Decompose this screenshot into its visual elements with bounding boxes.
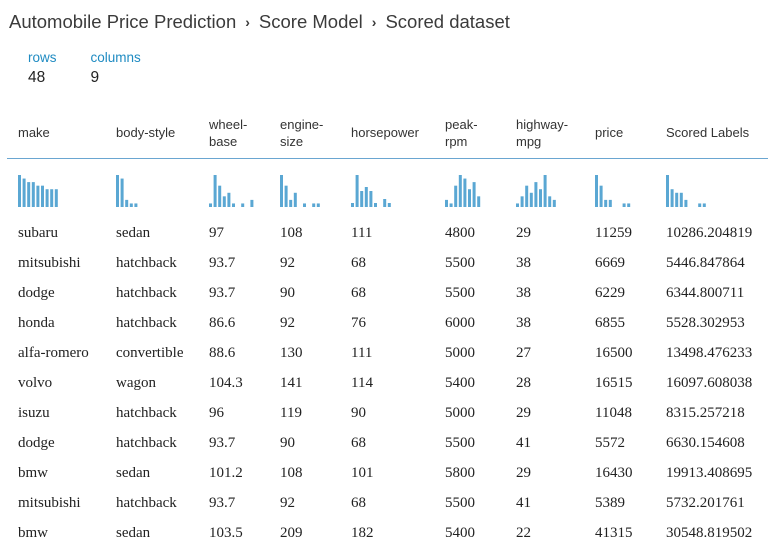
cell-body-style: sedan — [116, 465, 151, 481]
cell-engine-size: 130 — [280, 345, 303, 361]
cell-scored-labels: 5732.201761 — [666, 495, 745, 511]
cell-wheel-base: 93.7 — [209, 495, 236, 511]
histogram-bar — [534, 182, 537, 207]
table-row[interactable] — [7, 399, 768, 429]
cell-make: volvo — [18, 375, 53, 391]
histogram-peak-rpm[interactable] — [445, 175, 482, 207]
histogram-bar — [36, 186, 39, 207]
histogram-bar — [227, 193, 230, 207]
columns-value: 9 — [90, 69, 100, 86]
cell-wheel-base: 103.5 — [209, 525, 243, 541]
histogram-body-style[interactable] — [116, 175, 139, 207]
cell-wheel-base: 93.7 — [209, 435, 236, 451]
histogram-bar — [623, 203, 626, 207]
cell-highway-mpg: 27 — [516, 345, 531, 361]
table-row[interactable] — [7, 339, 768, 369]
cell-body-style: convertible — [116, 345, 184, 361]
cell-horsepower: 68 — [351, 435, 366, 451]
histogram-bar — [553, 200, 556, 207]
cell-body-style: sedan — [116, 225, 151, 241]
cell-wheel-base: 88.6 — [209, 345, 236, 361]
cell-engine-size: 141 — [280, 375, 303, 391]
cell-scored-labels: 8315.257218 — [666, 405, 745, 421]
histogram-bar — [539, 189, 542, 207]
cell-horsepower: 68 — [351, 285, 366, 301]
histogram-bar — [280, 175, 283, 207]
histogram-bar — [41, 186, 44, 207]
histogram-bar — [121, 179, 124, 207]
column-header-make[interactable]: make — [18, 125, 50, 140]
cell-scored-labels: 19913.408695 — [666, 465, 753, 481]
histogram-make[interactable] — [18, 175, 59, 207]
cell-wheel-base: 97 — [209, 225, 224, 241]
table-row[interactable] — [7, 489, 768, 519]
cell-horsepower: 182 — [351, 525, 374, 541]
cell-peak-rpm: 5500 — [445, 435, 475, 451]
table-row[interactable] — [7, 429, 768, 459]
cell-make: mitsubishi — [18, 495, 81, 511]
histogram-bar — [50, 189, 53, 207]
scored-dataset-table — [7, 108, 768, 549]
histogram-bar — [666, 175, 669, 207]
histogram-bar — [450, 203, 453, 207]
breadcrumb-current: Scored dataset — [385, 11, 510, 32]
histogram-bar — [223, 196, 226, 207]
cell-wheel-base: 104.3 — [209, 375, 243, 391]
histogram-bar — [680, 193, 683, 207]
cell-price: 41315 — [595, 525, 633, 541]
cell-make: honda — [18, 315, 55, 331]
histogram-bar — [32, 182, 35, 207]
cell-peak-rpm: 5500 — [445, 285, 475, 301]
cell-scored-labels: 30548.819502 — [666, 525, 753, 541]
histogram-bar — [116, 175, 119, 207]
histogram-bar — [600, 186, 603, 207]
cell-body-style: hatchback — [116, 495, 177, 511]
histogram-bar — [445, 200, 448, 207]
cell-peak-rpm: 5400 — [445, 375, 475, 391]
histogram-bar — [675, 193, 678, 207]
cell-scored-labels: 6630.154608 — [666, 435, 745, 451]
histogram-bar — [525, 186, 528, 207]
cell-horsepower: 101 — [351, 465, 374, 481]
cell-body-style: wagon — [116, 375, 156, 391]
column-header-scored-labels[interactable]: Scored Labels — [666, 125, 750, 140]
breadcrumb — [9, 8, 510, 36]
table-row[interactable] — [7, 219, 768, 249]
cell-engine-size: 108 — [280, 225, 303, 241]
cell-engine-size: 92 — [280, 255, 295, 271]
histogram-bar — [454, 186, 457, 207]
cell-scored-labels: 5528.302953 — [666, 315, 745, 331]
cell-engine-size: 119 — [280, 405, 302, 421]
histogram-bar — [521, 196, 524, 207]
rows-label: rows — [28, 50, 57, 65]
table-header — [7, 108, 768, 159]
cell-peak-rpm: 5400 — [445, 525, 475, 541]
column-header-price[interactable]: price — [595, 125, 624, 140]
histogram-bar — [241, 203, 244, 207]
cell-engine-size: 90 — [280, 285, 295, 301]
breadcrumb-module[interactable]: Score Model — [258, 11, 363, 32]
histogram-bar — [544, 175, 547, 207]
histogram-bar — [516, 203, 519, 207]
cell-body-style: hatchback — [116, 255, 177, 271]
chevron-right-icon: › — [371, 14, 377, 30]
dataset-stats — [28, 50, 175, 87]
histogram-horsepower[interactable] — [351, 175, 392, 207]
histogram-bar — [312, 203, 315, 207]
cell-wheel-base: 93.7 — [209, 255, 236, 271]
cell-wheel-base: 93.7 — [209, 285, 236, 301]
cell-scored-labels: 16097.608038 — [666, 375, 753, 391]
cell-highway-mpg: 38 — [516, 255, 531, 271]
chevron-right-icon: › — [245, 14, 250, 30]
cell-price: 16430 — [595, 465, 633, 481]
table-row[interactable] — [7, 249, 768, 279]
histogram-bar — [383, 199, 386, 207]
cell-horsepower: 76 — [351, 315, 366, 331]
histogram-bar — [468, 189, 471, 207]
cell-peak-rpm: 6000 — [445, 315, 475, 331]
histogram-bar — [130, 203, 133, 207]
histogram-bar — [285, 186, 288, 207]
histogram-bar — [548, 196, 551, 207]
cell-highway-mpg: 38 — [516, 285, 531, 301]
histogram-engine-size[interactable] — [280, 175, 321, 207]
cell-scored-labels: 5446.847864 — [666, 255, 745, 271]
cell-highway-mpg: 41 — [516, 435, 531, 451]
columns-stat — [91, 50, 141, 87]
histogram-bar — [27, 182, 30, 207]
cell-highway-mpg: 29 — [516, 465, 531, 481]
table-row[interactable] — [7, 309, 768, 339]
histogram-price[interactable] — [595, 175, 632, 207]
column-header-wheel-base[interactable]: wheel- base — [209, 117, 248, 149]
column-header-highway-mpg[interactable]: highway- mpg — [516, 117, 569, 149]
cell-horsepower: 68 — [351, 495, 366, 511]
histogram-bar — [360, 191, 363, 207]
histogram-bar — [209, 203, 212, 207]
cell-body-style: sedan — [116, 525, 151, 541]
histogram-bar — [369, 191, 372, 207]
histogram-bar — [289, 200, 292, 207]
cell-price: 6669 — [595, 255, 625, 271]
cell-make: bmw — [18, 525, 48, 541]
histogram-bar — [477, 196, 480, 207]
cell-peak-rpm: 5800 — [445, 465, 475, 481]
table-row[interactable] — [7, 459, 768, 489]
table-body — [7, 219, 768, 549]
cell-body-style: hatchback — [116, 435, 177, 451]
histogram-bar — [609, 200, 612, 207]
cell-peak-rpm: 5000 — [445, 405, 475, 421]
cell-price: 11048 — [595, 405, 632, 421]
cell-price: 5572 — [595, 435, 625, 451]
cell-body-style: hatchback — [116, 315, 177, 331]
cell-wheel-base: 101.2 — [209, 465, 243, 481]
cell-engine-size: 108 — [280, 465, 303, 481]
cell-make: mitsubishi — [18, 255, 81, 271]
histogram-bar — [294, 193, 297, 207]
cell-price: 6229 — [595, 285, 625, 301]
cell-highway-mpg: 28 — [516, 375, 531, 391]
cell-make: dodge — [18, 285, 55, 301]
histogram-bar — [356, 175, 359, 207]
cell-horsepower: 90 — [351, 405, 366, 421]
rows-value: 48 — [28, 69, 46, 86]
breadcrumb-experiment[interactable]: Automobile Price Prediction — [9, 11, 237, 32]
column-header-horsepower[interactable]: horsepower — [351, 125, 419, 140]
cell-horsepower: 111 — [351, 225, 373, 241]
cell-peak-rpm: 5500 — [445, 495, 475, 511]
cell-wheel-base: 96 — [209, 405, 224, 421]
cell-make: dodge — [18, 435, 55, 451]
cell-peak-rpm: 4800 — [445, 225, 475, 241]
histogram-bar — [125, 200, 128, 207]
cell-scored-labels: 6344.800711 — [666, 285, 745, 301]
histogram-bar — [218, 186, 221, 207]
cell-price: 11259 — [595, 225, 632, 241]
rows-stat — [28, 50, 57, 87]
histogram-bar — [46, 189, 49, 207]
histogram-bar — [365, 187, 368, 207]
histogram-bar — [698, 203, 701, 207]
histogram-bar — [595, 175, 598, 207]
histogram-bar — [55, 189, 58, 207]
cell-price: 16515 — [595, 375, 633, 391]
histogram-bar — [684, 200, 687, 207]
cell-body-style: hatchback — [116, 405, 177, 421]
histogram-bar — [317, 203, 320, 207]
cell-highway-mpg: 41 — [516, 495, 531, 511]
cell-price: 16500 — [595, 345, 633, 361]
histogram-bar — [351, 203, 354, 207]
histogram-scored-labels[interactable] — [666, 175, 707, 207]
column-header-body-style[interactable]: body-style — [116, 125, 176, 140]
cell-horsepower: 111 — [351, 345, 373, 361]
histogram-highway-mpg[interactable] — [516, 175, 557, 207]
cell-peak-rpm: 5000 — [445, 345, 475, 361]
histogram-bar — [23, 179, 26, 207]
cell-highway-mpg: 29 — [516, 225, 531, 241]
histogram-bar — [134, 203, 137, 207]
cell-wheel-base: 86.6 — [209, 315, 236, 331]
cell-scored-labels: 13498.476233 — [666, 345, 753, 361]
histogram-bar — [463, 179, 466, 207]
cell-price: 5389 — [595, 495, 625, 511]
cell-engine-size: 209 — [280, 525, 303, 541]
cell-engine-size: 92 — [280, 315, 295, 331]
histogram-wheel-base[interactable] — [209, 175, 255, 207]
cell-highway-mpg: 29 — [516, 405, 531, 421]
histogram-bar — [604, 200, 607, 207]
cell-engine-size: 92 — [280, 495, 295, 511]
cell-horsepower: 68 — [351, 255, 366, 271]
column-header-engine-size[interactable]: engine- size — [280, 117, 324, 149]
cell-price: 6855 — [595, 315, 625, 331]
histogram-bar — [303, 203, 306, 207]
histogram-bar — [232, 203, 235, 207]
cell-highway-mpg: 22 — [516, 525, 531, 541]
table-row[interactable] — [7, 519, 768, 549]
histogram-bar — [374, 203, 377, 207]
histogram-row — [7, 159, 768, 219]
table-row[interactable] — [7, 279, 768, 309]
cell-peak-rpm: 5500 — [445, 255, 475, 271]
histogram-bar — [530, 193, 533, 207]
histogram-bar — [250, 200, 253, 207]
histogram-bar — [388, 203, 391, 207]
columns-label: columns — [90, 50, 141, 65]
cell-make: subaru — [18, 225, 58, 241]
histogram-bar — [18, 175, 21, 207]
histogram-bar — [671, 189, 674, 207]
histogram-bar — [473, 182, 476, 207]
cell-scored-labels: 10286.204819 — [666, 225, 753, 241]
histogram-bar — [459, 175, 462, 207]
column-header-peak-rpm[interactable]: peak- rpm — [445, 117, 478, 149]
cell-engine-size: 90 — [280, 435, 295, 451]
histogram-bar — [627, 203, 630, 207]
cell-make: alfa-romero — [18, 345, 89, 361]
histogram-bar — [703, 203, 706, 207]
histogram-bar — [214, 175, 217, 207]
cell-body-style: hatchback — [116, 285, 177, 301]
cell-make: isuzu — [18, 405, 50, 421]
cell-horsepower: 114 — [351, 375, 373, 391]
table-row[interactable] — [7, 369, 768, 399]
cell-make: bmw — [18, 465, 48, 481]
cell-highway-mpg: 38 — [516, 315, 531, 331]
